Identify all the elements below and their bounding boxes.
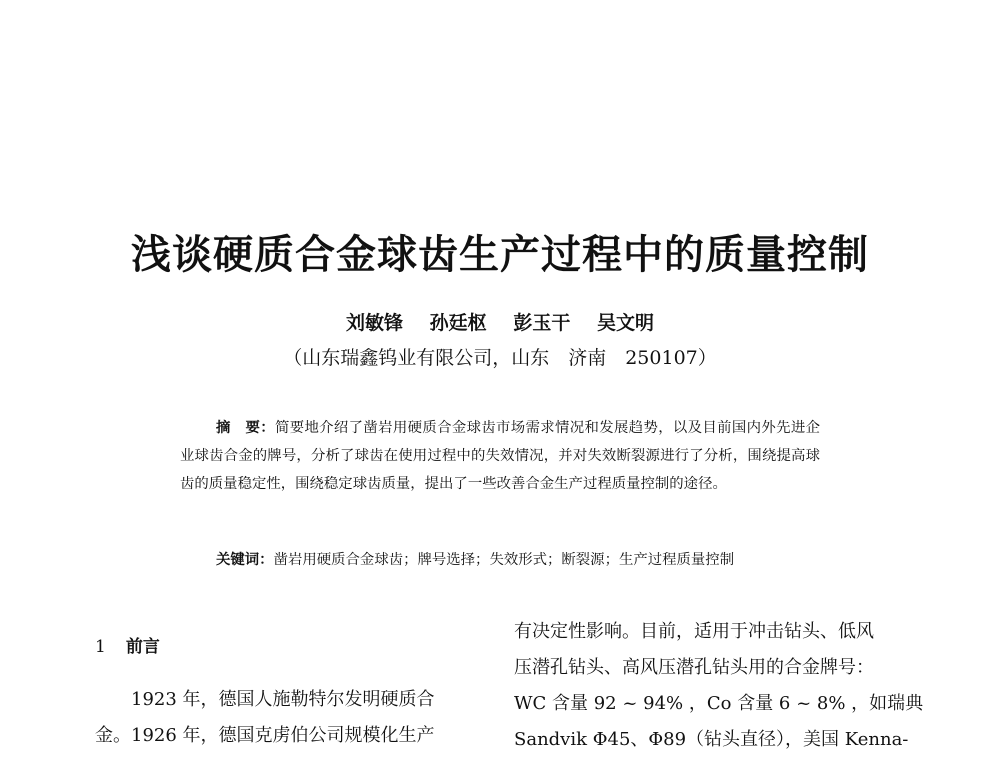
abstract-text: 简要地介绍了凿岩用硬质合金球齿市场需求情况和发展趋势，以及目前国内外先进企业球齿合金的牌号，分析了球齿在使用过程中的失效情况，并对失效断裂源进行了分析，围绕提高球齿的质量稳定性，围绕稳定球齿质量，提出了一些改善合金生产过程质量控制的途径。 — [180, 420, 820, 492]
paper-title: 浅谈硬质合金球齿生产过程中的质量控制 — [131, 232, 869, 278]
author-list — [0, 309, 1000, 337]
keywords-text: 凿岩用硬质合金球齿；牌号选择；失效形式；断裂源；生产过程质量控制 — [273, 552, 735, 568]
section-number: 1 — [95, 637, 106, 657]
body-line: 有决定性影响。目前，适用于冲击钻头、低风 — [514, 621, 874, 642]
author-affiliation: （山东瑞鑫钨业有限公司，山东 济南 250107） — [283, 347, 717, 369]
section-heading — [95, 632, 160, 662]
abstract — [180, 414, 820, 498]
section-title: 前言 — [125, 637, 160, 657]
author-name: 彭玉干 — [513, 312, 571, 334]
body-column-left — [95, 682, 477, 754]
body-line: 1923 年，德国人施勒特尔发明硬质合 — [131, 689, 435, 710]
keywords-label: 关键词： — [216, 552, 274, 568]
body-line: Sandvik Φ45、Φ89（钻头直径），美国 Kenna- — [514, 729, 909, 750]
body-line: 压潜孔钻头、高风压潜孔钻头用的合金牌号： — [514, 657, 874, 678]
body-column-right — [514, 614, 924, 758]
author-name: 刘敏锋 — [346, 312, 404, 334]
author-name: 吴文明 — [596, 312, 654, 334]
body-line: 金。1926 年，德国克虏伯公司规模化生产 — [95, 725, 435, 746]
keywords — [216, 546, 826, 574]
author-name: 孙廷枢 — [429, 312, 487, 334]
abstract-label: 摘 要： — [216, 420, 275, 436]
body-line: WC 含量 92 ~ 94% ，Co 含量 6 ~ 8% ，如瑞典 — [514, 693, 924, 714]
